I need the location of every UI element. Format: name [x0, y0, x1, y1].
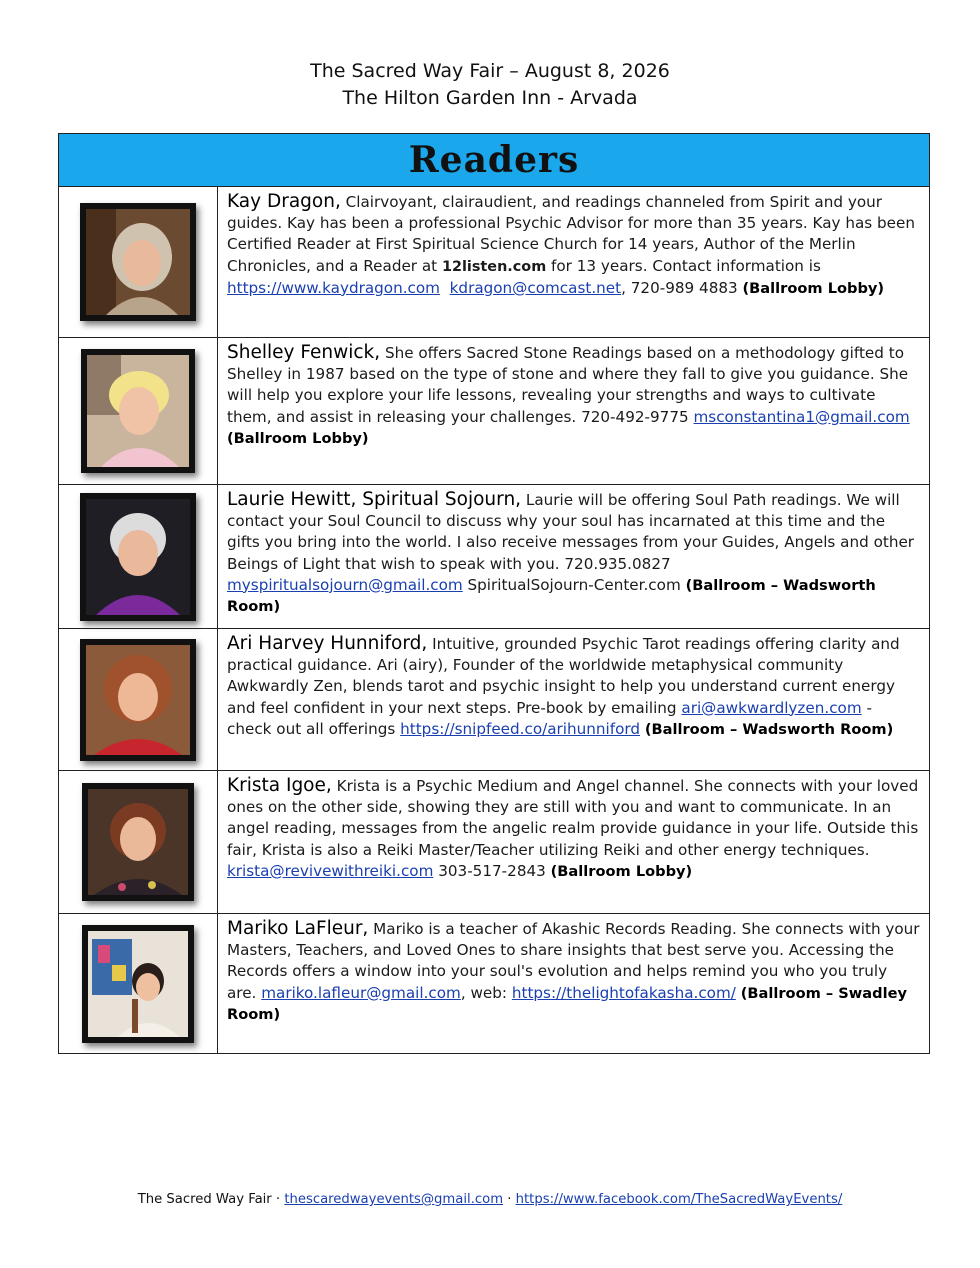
footer-email-link[interactable]: thescaredwayevents@gmail.com [284, 1192, 504, 1207]
reader-bio-cont: for 13 years. Contact information is [546, 256, 821, 275]
photo-cell [59, 629, 218, 770]
email-link[interactable]: ari@awkwardlyzen.com [681, 698, 862, 717]
reader-description [218, 485, 929, 628]
reader-row-shelley-fenwick [59, 338, 929, 485]
portrait-icon [86, 645, 190, 755]
page-header [0, 58, 980, 112]
room-location: (Ballroom – Wadsworth Room) [227, 576, 876, 616]
reader-bio: Intuitive, grounded Psychic Tarot readings offering clarity and practical guidance. Ari (airy), Founder of the worldwide metaphysical community Awkwardly Zen, blends tarot and psychic insight to help you understand current energy and feel confident in your next steps. Pre-book by emailing [227, 635, 900, 717]
photo-cell [59, 771, 218, 913]
page-footer [0, 1192, 980, 1207]
room-location: (Ballroom Lobby) [742, 279, 885, 297]
portrait-icon [88, 931, 188, 1037]
website-link[interactable]: https://snipfeed.co/arihunniford [400, 719, 640, 738]
reader-bio: Clairvoyant, clairaudient, and readings channeled from Spirit and your guides. Kay has been a professional Psychic Advisor for more than 35 years. Kay has been Certified Reader at First Spiritual Science Church for 14 years, Author of the Merlin Chronicles, and a Reader at [227, 193, 915, 275]
reader-photo [80, 203, 196, 321]
website-link[interactable]: https://thelightofakasha.com/ [511, 983, 736, 1002]
reader-bio: Laurie will be offering Soul Path readings. We will contact your Soul Council to discuss why your soul has incarnated at this time and the gifts you bring into the world. I also receive messages from your Guides, Angels and other Beings of Light that wish to speak with you. 720.935.0827 [227, 491, 915, 573]
reader-photo [81, 349, 195, 473]
reader-description [218, 338, 929, 484]
reader-name: Laurie Hewitt, Spiritual Sojourn, [227, 489, 522, 510]
email-link[interactable]: krista@revivewithreiki.com [227, 861, 434, 880]
photo-cell [59, 338, 218, 484]
reader-site: 12listen.com [441, 258, 547, 275]
event-title: The Sacred Way Fair – August 8, 2026 [310, 60, 670, 82]
reader-row-kay-dragon [59, 187, 929, 338]
reader-photo [82, 783, 194, 901]
reader-description [218, 914, 929, 1053]
reader-row-mariko-lafleur [59, 914, 929, 1053]
room-location: (Ballroom – Swadley Room) [227, 984, 907, 1023]
portrait-icon [86, 209, 190, 315]
photo-cell [59, 485, 218, 628]
reader-website: SpiritualSojourn-Center.com [462, 575, 686, 594]
reader-photo [80, 493, 196, 621]
reader-photo [80, 639, 196, 761]
reader-row-laurie-hewitt [59, 485, 929, 629]
reader-bio-cont: - check out all offerings [227, 698, 872, 738]
reader-phone: 303-517-2843 [433, 861, 551, 880]
website-link[interactable]: https://www.kaydragon.com [227, 278, 440, 297]
reader-bio: Mariko is a teacher of Akashic Records Reading. She connects with your Masters, Teachers, and Loved Ones to share insights that best serve you. Accessing the Records offers a window into your soul's evolution and helps remind you who you truly are. [227, 920, 920, 1002]
portrait-icon [87, 355, 189, 467]
room-location: (Ballroom Lobby) [550, 862, 693, 880]
footer-facebook-link[interactable]: https://www.facebook.com/TheSacredWayEvents/ [515, 1192, 843, 1207]
room-location: (Ballroom Lobby) [227, 429, 369, 447]
reader-bio: She offers Sacred Stone Readings based on a methodology gifted to Shelley in 1987 based on the type of stone and where they fall to give you guidance. She will help you explore your life lessons, revealing your strengths and ways to cultivate them, and assist in releasing your challenges. 720-492-9775 [227, 344, 909, 426]
email-link[interactable]: myspiritualsojourn@gmail.com [227, 575, 463, 594]
portrait-icon [86, 499, 190, 615]
event-venue: The Hilton Garden Inn - Arvada [342, 87, 638, 109]
reader-bio: Krista is a Psychic Medium and Angel channel. She connects with your loved ones on the other side, showing they are still with you and want to communicate. In an angel reading, messages from the angelic realm provide guidance in your life. Outside this fair, Krista is also a Reiki Master/Teacher utilizing Reiki and other energy techniques. [227, 777, 919, 859]
readers-banner: Readers [59, 134, 929, 187]
reader-name: Ari Harvey Hunniford, [227, 633, 428, 654]
room-location: (Ballroom – Wadsworth Room) [644, 720, 894, 738]
email-link[interactable]: mariko.lafleur@gmail.com [261, 983, 461, 1002]
reader-row-krista-igoe [59, 771, 929, 914]
reader-name: Krista Igoe, [227, 775, 332, 796]
reader-row-ari-harvey-hunniford [59, 629, 929, 771]
reader-description [218, 187, 929, 337]
reader-name: Shelley Fenwick, [227, 342, 381, 363]
footer-org: The Sacred Way Fair · [137, 1192, 285, 1207]
reader-description [218, 771, 929, 913]
reader-description [218, 629, 929, 770]
email-link[interactable]: msconstantina1@gmail.com [693, 407, 910, 426]
photo-cell [59, 187, 218, 337]
reader-phone: , 720-989 4883 [621, 278, 743, 297]
photo-cell [59, 914, 218, 1053]
reader-name: Mariko LaFleur, [227, 918, 369, 939]
footer-separator: · [503, 1192, 516, 1207]
reader-bio-cont: , web: [460, 983, 512, 1002]
reader-name: Kay Dragon, [227, 191, 341, 212]
reader-photo [82, 925, 194, 1043]
readers-table [58, 133, 930, 1054]
email-link[interactable]: kdragon@comcast.net [449, 278, 622, 297]
portrait-icon [88, 789, 188, 895]
